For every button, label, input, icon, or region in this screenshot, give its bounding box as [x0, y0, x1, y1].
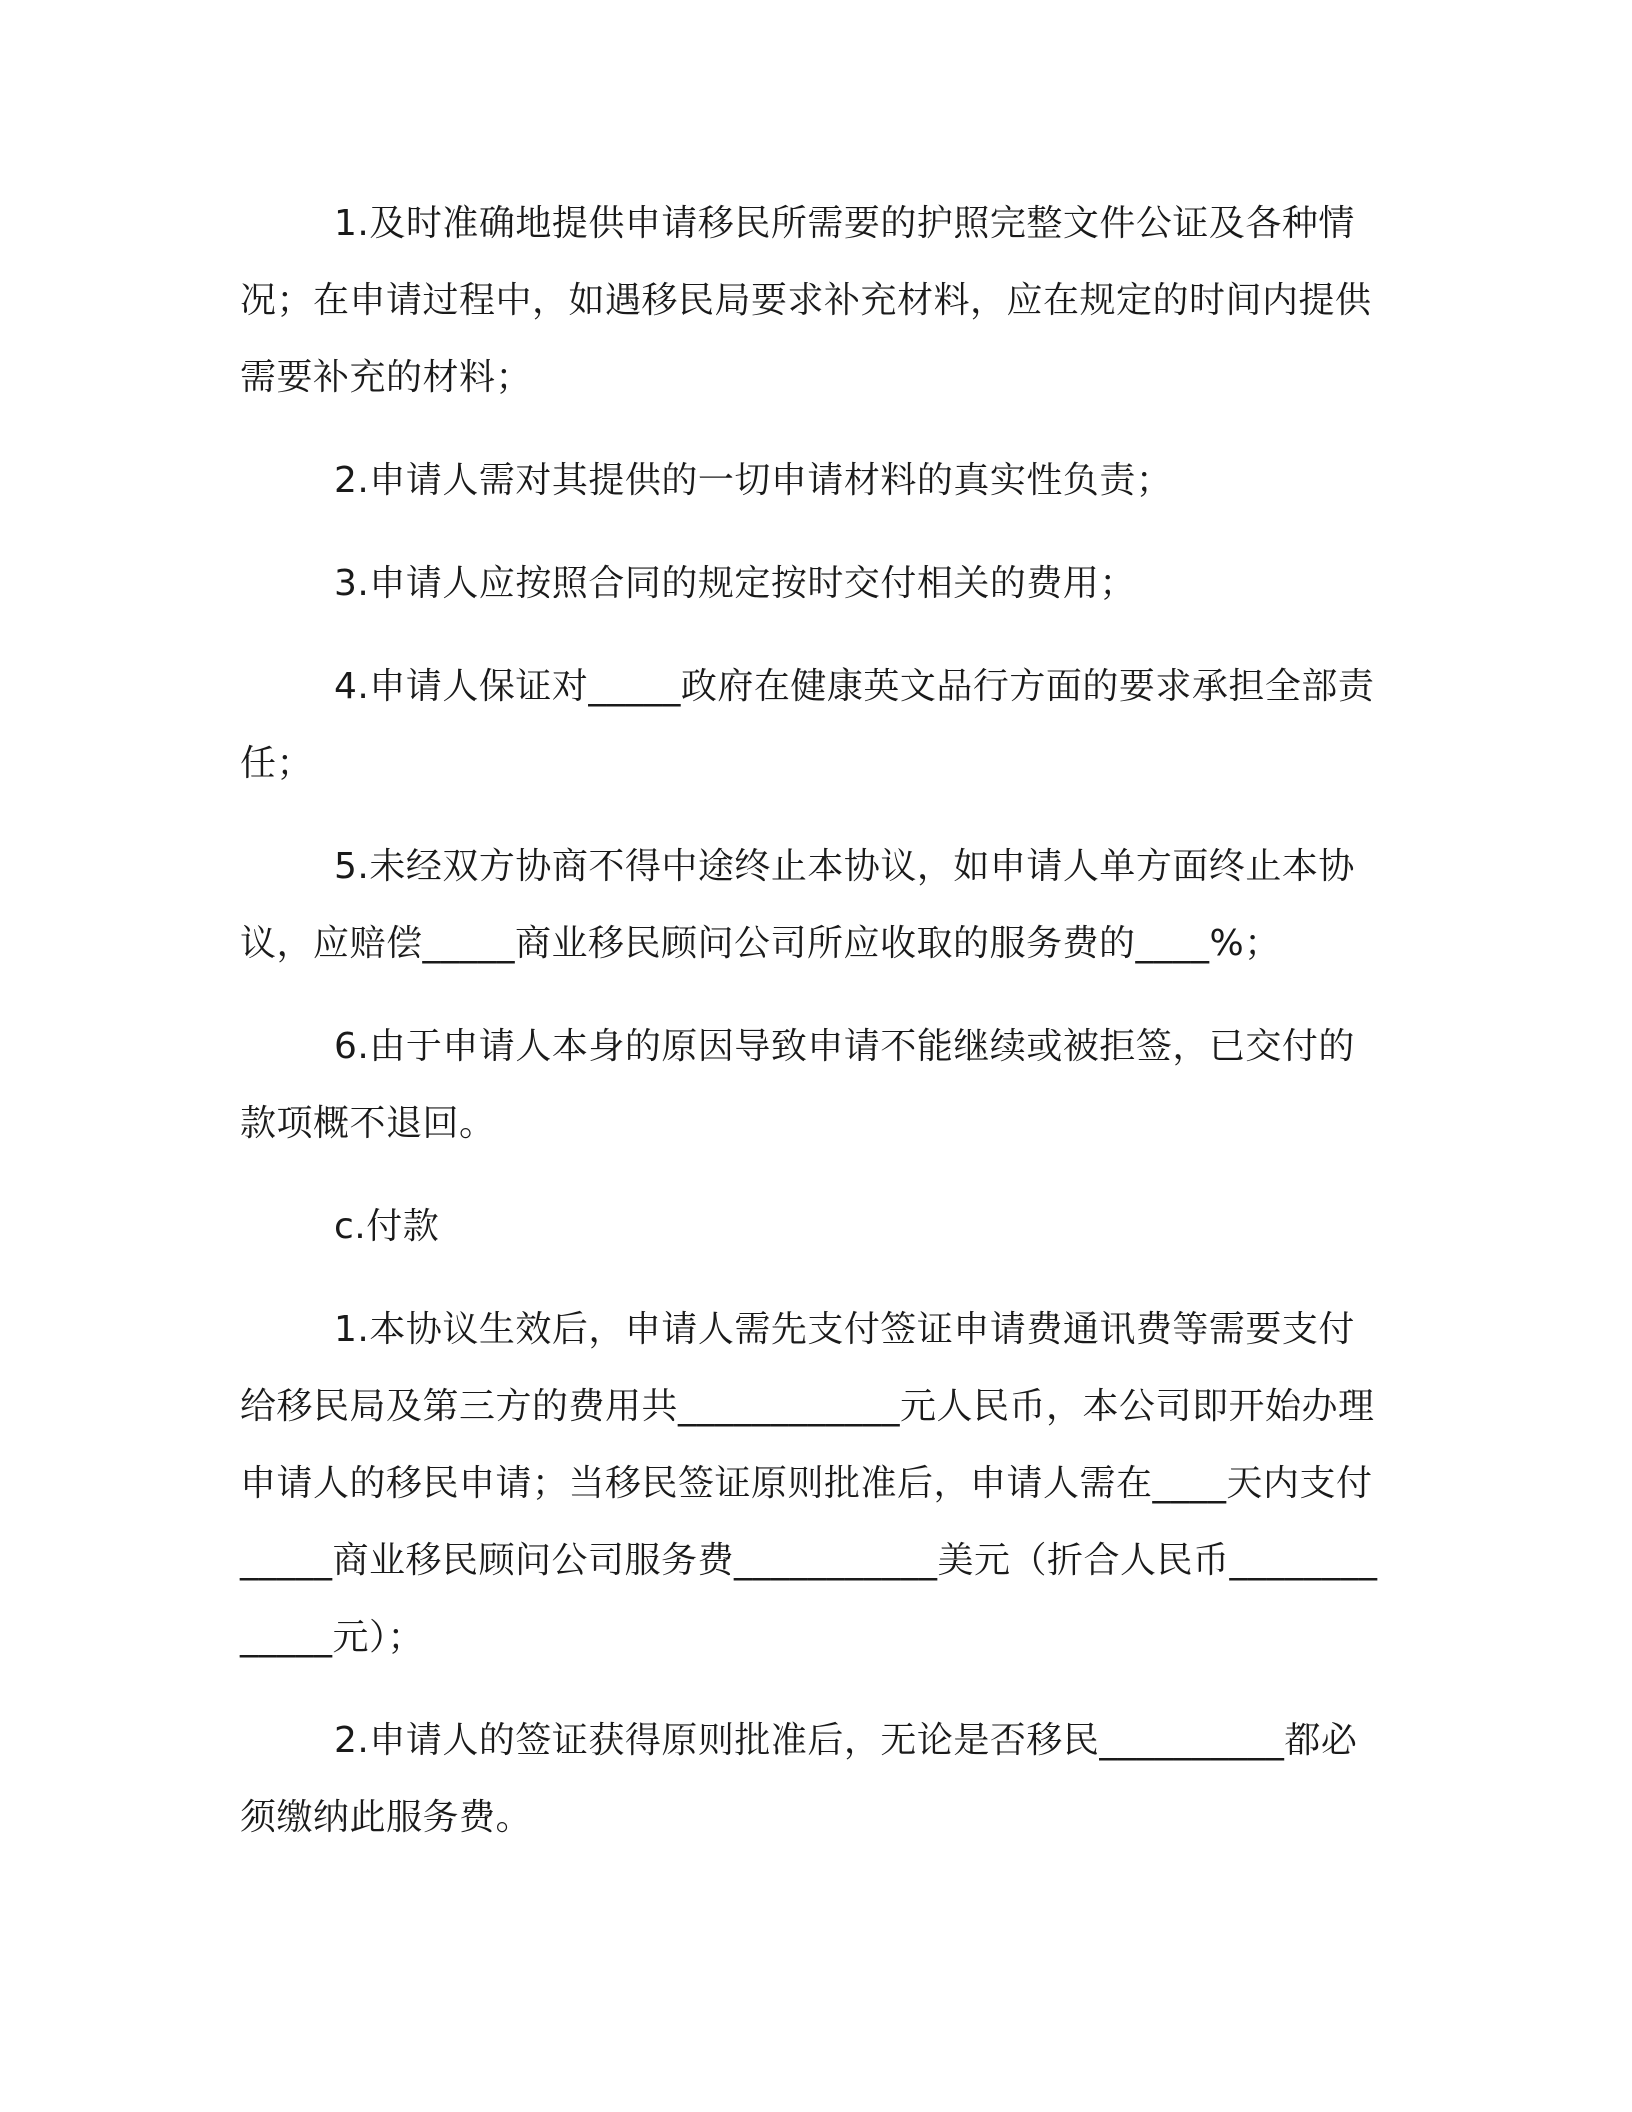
obligation-item-1: 1.及时准确地提供申请移民所需要的护照完整文件公证及各种情况；在申请过程中，如遇移民局要求补充材料，应在规定的时间内提供需要补充的材料；	[240, 203, 1372, 398]
payment-item-2: 2.申请人的签证获得原则批准后，无论是否移民__________都必须缴纳此服务费。	[240, 1720, 1358, 1838]
obligation-item-6: 6.由于申请人本身的原因导致申请不能继续或被拒签，已交付的款项概不退回。	[240, 1026, 1355, 1144]
payment-item-1: 1.本协议生效后，申请人需先支付签证申请费通讯费等需要支付给移民局及第三方的费用共____________元人民币，本公司即开始办理申请人的移民申请；当移民签证原则批准后，申请人需在____天内支付_____商业移民顾问公司服务费___________美元（折合人民币_____________元）；	[240, 1309, 1378, 1658]
obligation-item-3: 3.申请人应按照合同的规定按时交付相关的费用；	[334, 563, 1136, 604]
obligation-item-2: 2.申请人需对其提供的一切申请材料的真实性负责；	[334, 460, 1173, 501]
obligation-item-4: 4.申请人保证对_____政府在健康英文品行方面的要求承担全部责任；	[240, 666, 1375, 784]
document-body	[240, 185, 1380, 1882]
obligation-item-5: 5.未经双方协商不得中途终止本协议，如申请人单方面终止本协议，应赔偿_____商业移民顾问公司所应收取的服务费的____%；	[240, 846, 1355, 964]
payment-heading: c.付款	[334, 1206, 440, 1247]
